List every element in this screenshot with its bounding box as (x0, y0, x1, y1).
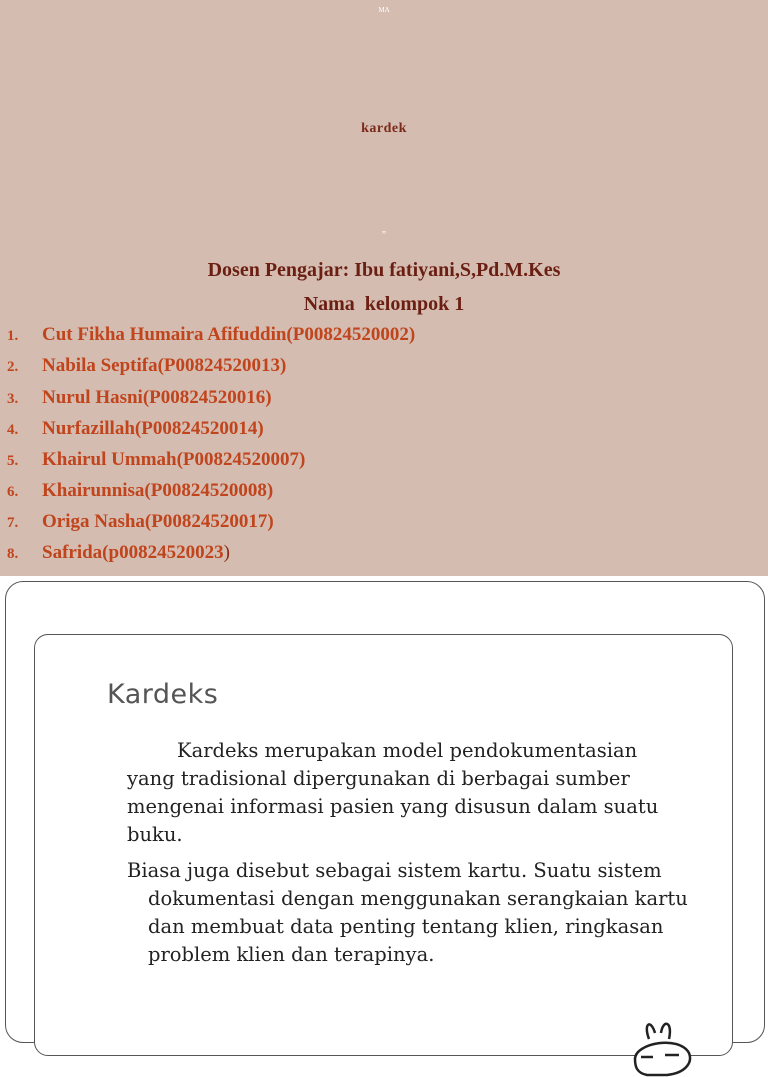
member-name: Safrida(p00824520023 (42, 542, 224, 563)
list-item (0, 354, 768, 382)
member-name: Nurfazillah(P00824520014) (42, 418, 264, 439)
list-number: 5. (7, 453, 19, 469)
paragraph-description: Biasa juga disebut sebagai sistem kartu. Suatu sistem dokumentasi dengan menggunakan serangkaian kartu dan membuat data penting tentang klien, ringkasan problem klien dan terapinya. (127, 859, 688, 966)
member-name: Khairunnisa(P00824520008) (42, 480, 274, 501)
list-item (0, 386, 768, 414)
card-heading: Kardeks (107, 679, 219, 710)
member-name: Nurul Hasni(P00824520016) (42, 387, 272, 408)
list-number: 3. (7, 391, 19, 407)
list-number: 1. (7, 328, 19, 344)
member-name: Nabila Septifa(P00824520013) (42, 355, 287, 376)
list-number: 8. (7, 546, 19, 562)
list-item (0, 448, 768, 476)
list-item (0, 479, 768, 507)
member-name: Khairul Ummah(P00824520007) (42, 449, 306, 470)
group-name: Nama kelompok 1 (303, 293, 465, 315)
quote-mark: ” (381, 230, 387, 241)
member-name: Origa Nasha(P00824520017) (42, 511, 274, 532)
list-number: 2. (7, 359, 19, 375)
list-number: 6. (7, 484, 19, 500)
list-item (0, 417, 768, 445)
member-name: Cut Fikha Humaira Afifuddin(P00824520002) (42, 324, 416, 345)
slide-title: kardek (361, 121, 407, 136)
list-item (0, 510, 768, 538)
content-slide (5, 581, 765, 1043)
top-mark: MA (378, 6, 390, 14)
list-item (0, 323, 768, 351)
content-card (34, 634, 733, 1056)
list-number: 7. (7, 515, 19, 531)
member-trail: ) (223, 542, 230, 563)
lecturer-line: Dosen Pengajar: Ibu fatiyani,S,Pd.M.Kes (207, 259, 561, 281)
paragraph-definition: Kardeks merupakan model pendokumentasian yang tradisional dipergunakan di berbagai sumber mengenai informasi pasien yang disusun dalam suatu buku. (127, 739, 659, 846)
list-item (0, 541, 768, 569)
bunny-icon (627, 1017, 707, 1077)
list-number: 4. (7, 422, 19, 438)
